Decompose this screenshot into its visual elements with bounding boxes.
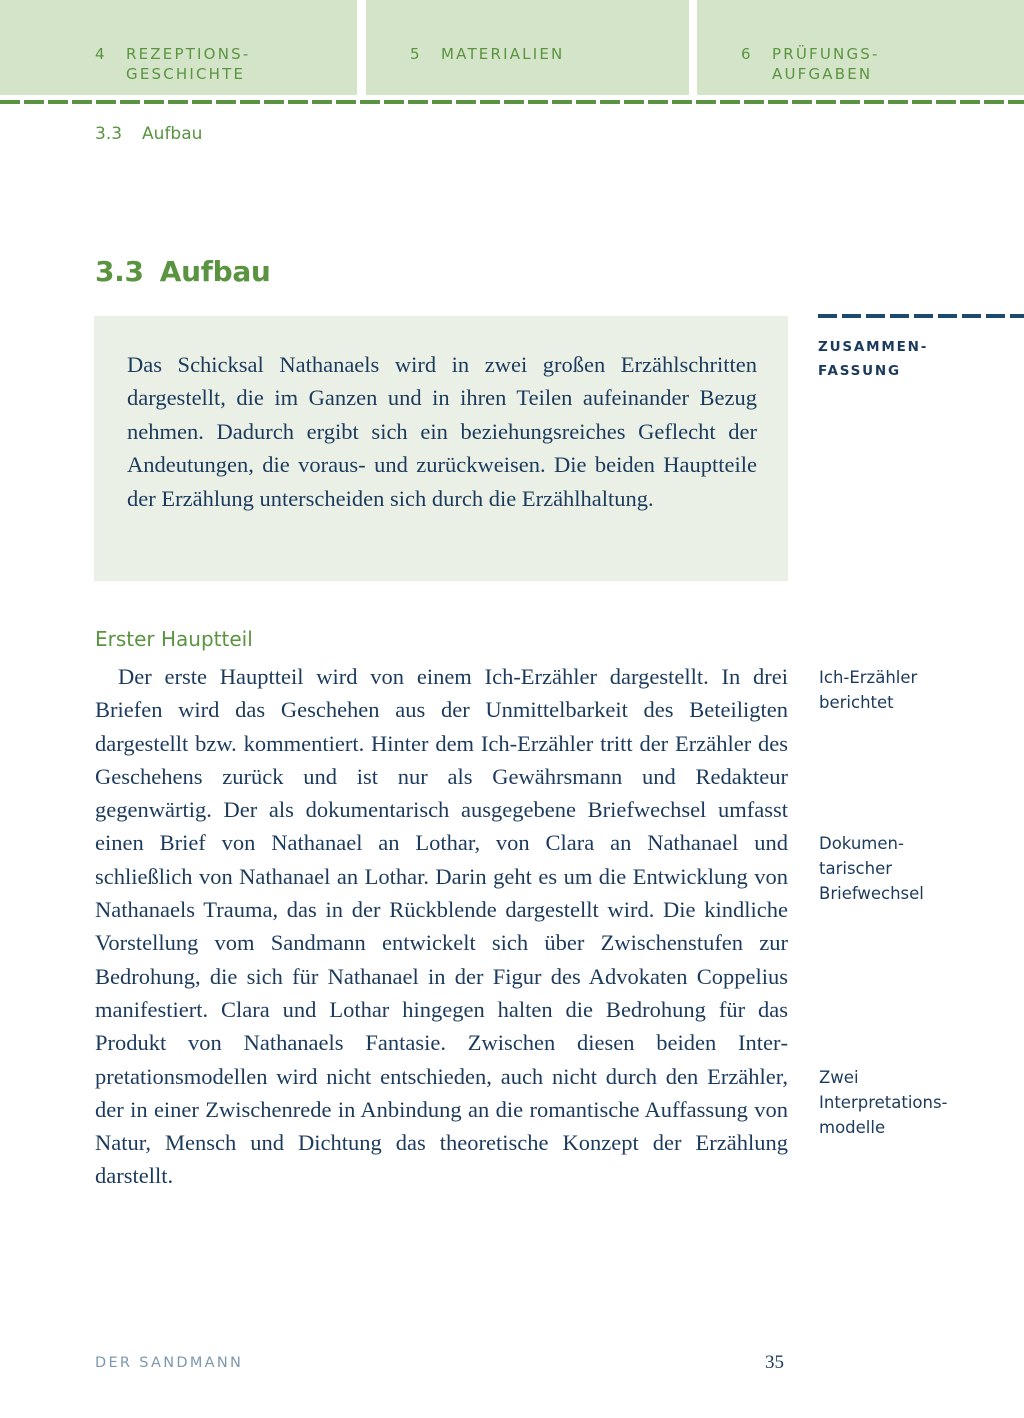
subsection-title: Erster Hauptteil <box>95 627 253 651</box>
tab-number: 4 <box>95 45 107 63</box>
section-title <box>95 255 271 288</box>
tab-label-line: GESCHICHTE <box>126 65 246 83</box>
tab-rezeptionsgeschichte[interactable] <box>0 0 357 95</box>
footer-book-title: DER SANDMANN <box>95 1355 244 1371</box>
margin-note-line: Briefwechsel <box>819 884 924 903</box>
header-dashed-divider <box>0 100 1024 104</box>
margin-note-ich-erzaehler <box>819 665 917 715</box>
tab-pruefungsaufgaben[interactable] <box>697 0 1024 95</box>
tab-label <box>772 44 880 84</box>
margin-note-line: modelle <box>819 1118 886 1137</box>
running-head <box>95 124 202 144</box>
body-paragraph: Der erste Hauptteil wird von einem Ich-Erzähler dargestellt. In drei Briefen wird das Geschehen aus der Unmittelbarkeit des Beteiligten dargestellt bzw. kommentiert. Hinter dem Ich-Erzähler tritt der Erzähler des Geschehens zurück und ist nur als Gewährsmann und Redakteur gegenwärtig. Der als dokumentarisch ausgegebene Briefwechsel umfasst einen Brief von Nathanael an Lothar, von Clara an Nathanael und schließlich von Nathanael an Lothar. Darin geht es um die Entwicklung von Nathanaels Trauma, das in der Rückblende dargestellt wird. Die kindliche Vorstellung vom Sandmann entwickelt sich über Zwischenstufen zur Bedrohung, die sich für Nathanael in der Figur des Advokaten Coppelius manifestiert. Clara und Lothar hingegen halten die Bedrohung für das Produkt von Nathanaels Fantasie. Zwischen diesen beiden Interpretationsmodellen wird nicht entschieden, auch nicht durch den Erzähler, der in einer Zwischenrede in Anbindung an die romantische Auffassung von Natur, Mensch und Dichtung das theoretische Konzept der Erzählung darstellt. <box>95 664 788 1189</box>
margin-note-line: berichtet <box>819 693 894 712</box>
tab-label-line: REZEPTIONS- <box>126 45 251 63</box>
chapter-tabs <box>0 0 1024 96</box>
page-number: 35 <box>765 1352 784 1373</box>
margin-note-line: tarischer <box>819 859 893 878</box>
running-head-title: Aufbau <box>142 124 203 144</box>
summary-text: Das Schicksal Nathanaels wird in zwei großen Erzählschritten dargestellt, die im Ganzen und in ihren Teilen aufeinander Bezug nehmen. Dadurch ergibt sich ein beziehungsreiches Geflecht der Andeutungen, die voraus- und zurückweisen. Die beiden Hauptteile der Erzählung unterscheiden sich durch die Erzählhaltung. <box>127 352 757 511</box>
margin-note-interpretationsmodelle <box>819 1065 948 1140</box>
margin-note-line: Dokumen- <box>819 834 904 853</box>
tab-label-line: AUFGABEN <box>772 65 873 83</box>
summary-side-heading <box>818 335 928 383</box>
tab-label: MATERIALIEN <box>441 45 565 63</box>
running-head-number: 3.3 <box>95 124 123 144</box>
margin-note-briefwechsel <box>819 831 924 906</box>
side-heading-line: ZUSAMMEN- <box>818 339 929 355</box>
tab-label <box>126 44 250 84</box>
tab-number: 5 <box>410 45 422 63</box>
tab-number: 6 <box>741 45 753 63</box>
margin-note-line: Interpretations- <box>819 1093 948 1112</box>
margin-note-line: Zwei <box>819 1068 859 1087</box>
tab-label-line: PRÜFUNGS- <box>772 45 880 63</box>
margin-note-line: Ich-Erzähler <box>819 668 918 687</box>
tab-materialien[interactable] <box>366 0 689 95</box>
section-title-text: Aufbau <box>159 255 271 288</box>
sidebar-dashed-divider <box>818 314 1024 318</box>
side-heading-line: FASSUNG <box>818 363 901 379</box>
section-number: 3.3 <box>95 255 144 288</box>
